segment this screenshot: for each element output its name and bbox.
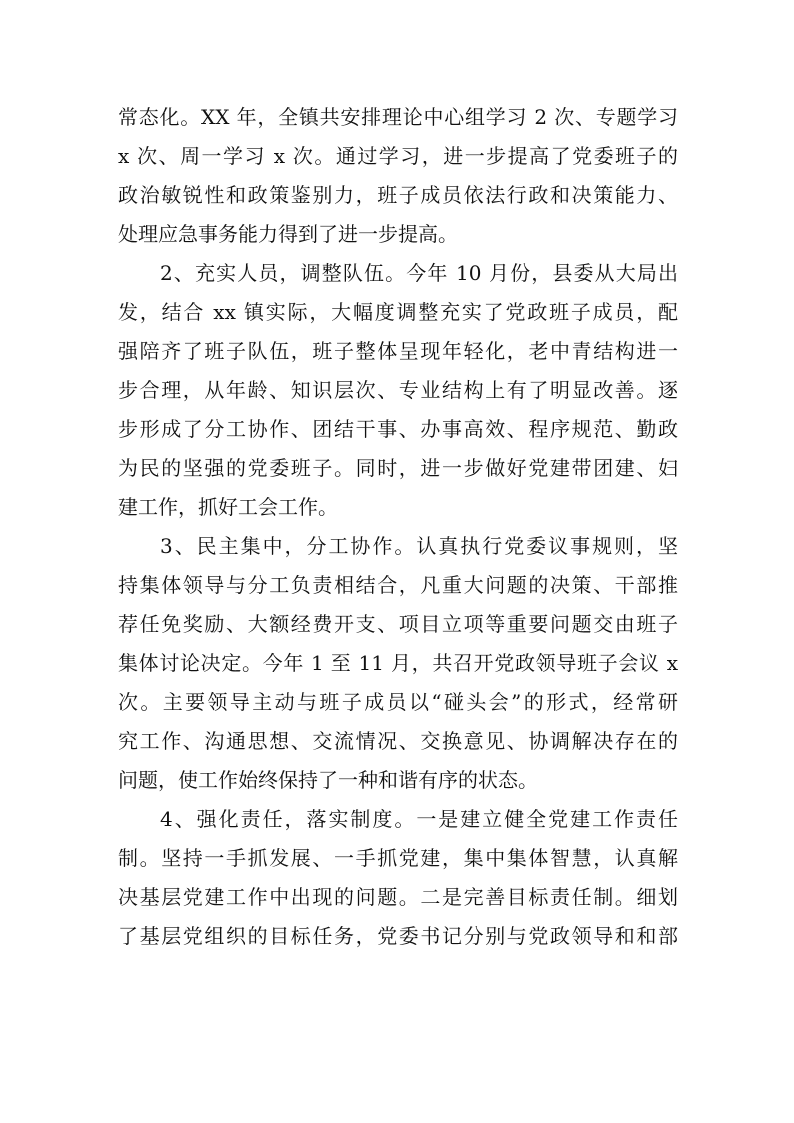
- text-line: 究工作、沟通思想、交流情况、交换意见、协调解决存在的: [118, 729, 678, 753]
- text-line: 问题，使工作始终保持了一种和谐有序的状态。: [118, 768, 538, 792]
- text-line: 决基层党建工作中出现的问题。二是完善目标责任制。细划: [118, 885, 678, 909]
- text-line: 强陪齐了班子队伍，班子整体呈现年轻化，老中青结构进一: [118, 339, 678, 363]
- text-line: 发，结合 xx 镇实际，大幅度调整充实了党政班子成员，配: [118, 300, 678, 324]
- text-line: 常态化。XX 年，全镇共安排理论中心组学习 2 次、专题学习: [118, 105, 678, 129]
- text-line: 集体讨论决定。今年 1 至 11 月，共召开党政领导班子会议 x: [118, 651, 678, 675]
- text-line: 了基层党组织的目标任务，党委书记分别与党政领导和和部: [118, 924, 678, 948]
- text-line: 4、强化责任，落实制度。一是建立健全党建工作责任: [160, 807, 678, 831]
- text-line: x 次、周一学习 x 次。通过学习，进一步提高了党委班子的: [118, 144, 678, 168]
- text-line: 政治敏锐性和政策鉴别力，班子成员依法行政和决策能力、: [118, 183, 678, 207]
- text-line: 荐任免奖励、大额经费开支、项目立项等重要问题交由班子: [118, 612, 678, 636]
- text-line: 建工作，抓好工会工作。: [118, 495, 338, 519]
- document-body: [118, 98, 678, 956]
- text-line: 次。主要领导主动与班子成员以“碰头会”的形式，经常研: [118, 690, 678, 714]
- text-line: 制。坚持一手抓发展、一手抓党建，集中集体智慧，认真解: [118, 846, 678, 870]
- text-line: 步合理，从年龄、知识层次、专业结构上有了明显改善。逐: [118, 378, 678, 402]
- text-line: 处理应急事务能力得到了进一步提高。: [118, 222, 458, 246]
- text-line: 为民的坚强的党委班子。同时，进一步做好党建带团建、妇: [118, 456, 678, 480]
- text-line: 3、民主集中，分工协作。认真执行党委议事规则，坚: [160, 534, 678, 558]
- text-line: 2、充实人员，调整队伍。今年 10 月份，县委从大局出: [160, 261, 678, 285]
- text-line: 持集体领导与分工负责相结合，凡重大问题的决策、干部推: [118, 573, 678, 597]
- text-line: 步形成了分工协作、团结干事、办事高效、程序规范、勤政: [118, 417, 678, 441]
